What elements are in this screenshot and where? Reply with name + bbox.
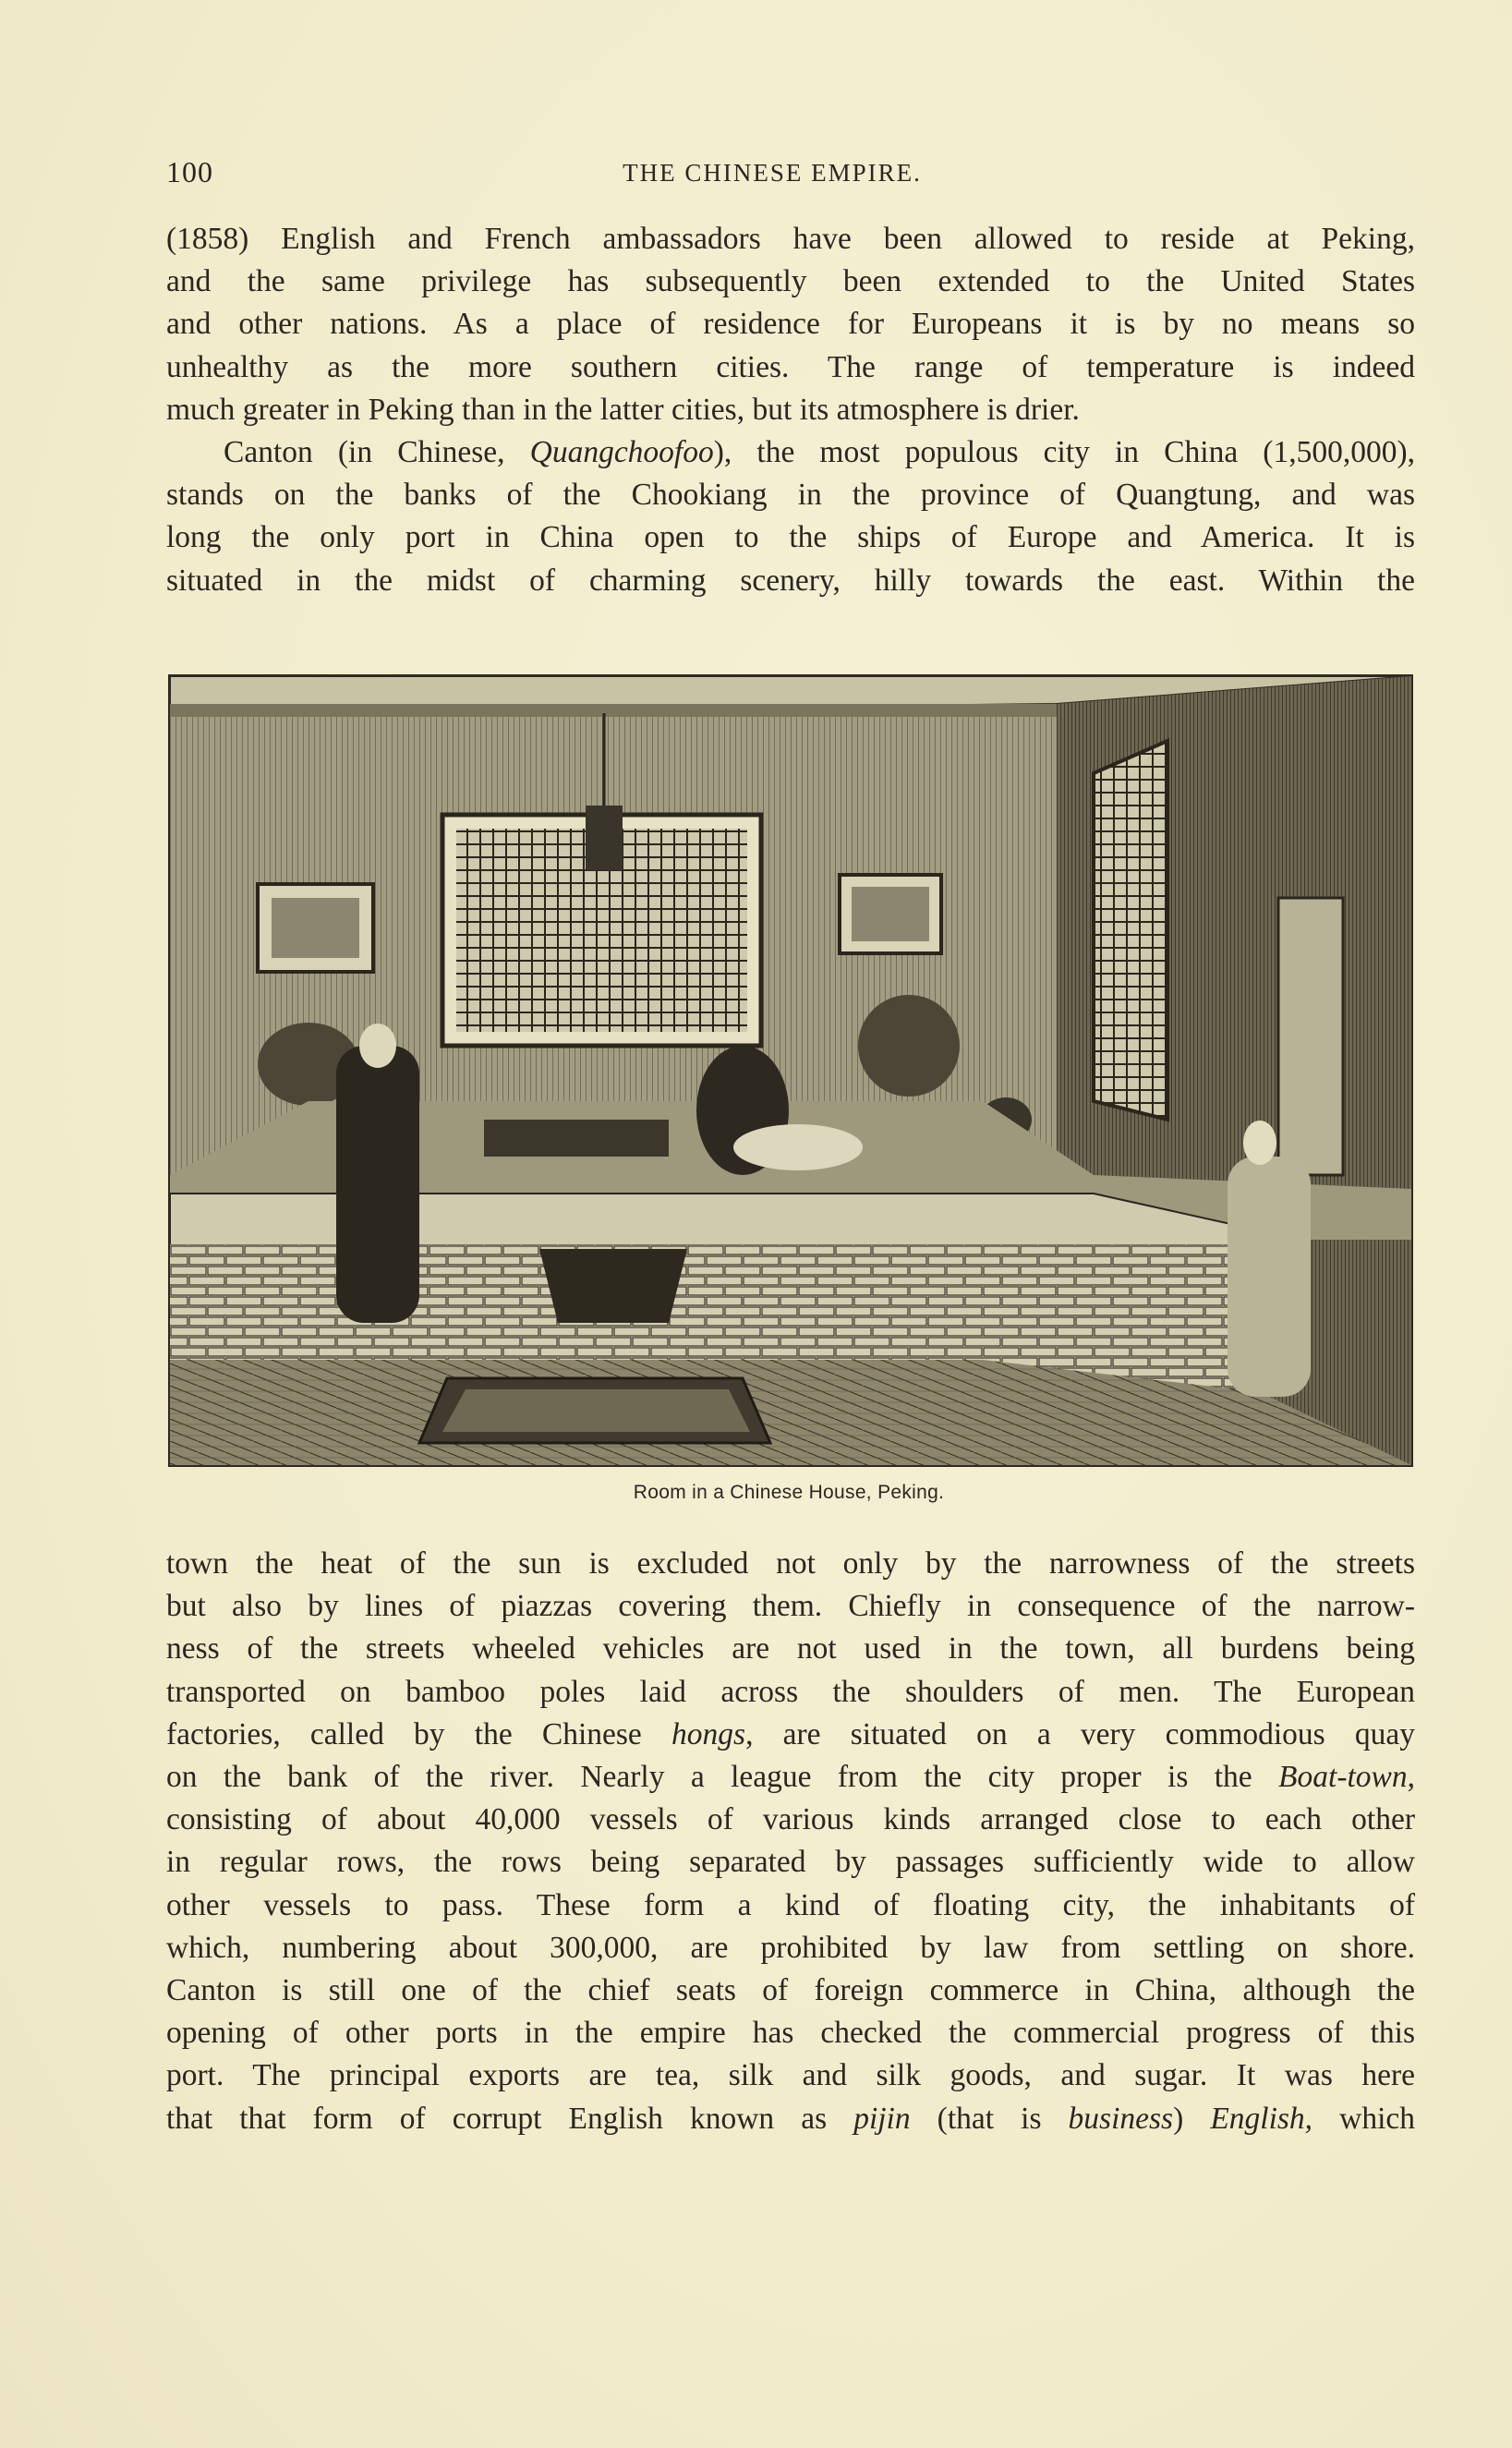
italic-term: hongs bbox=[671, 1716, 746, 1751]
engraving-illustration bbox=[168, 674, 1413, 1467]
text-line: (1858) English and French ambassadors have been allowed to reside at Peking, bbox=[166, 222, 1415, 256]
text-line-hongs bbox=[166, 1714, 1415, 1756]
text-segment: ), the most populous city in China (1,500,000), bbox=[713, 435, 1415, 470]
room-engraving bbox=[170, 676, 1411, 1465]
text-line: long the only port in China open to the ships of Europe and America. It is bbox=[166, 520, 1415, 555]
figure-caption: Room in a Chinese House, Peking. bbox=[633, 1482, 945, 1503]
text-segment: which bbox=[1312, 2101, 1415, 2136]
text-line: other vessels to pass. These form a kind of floating city, the inhabitants of bbox=[166, 1887, 1415, 1922]
text-line: situated in the midst of charming scenery, hilly towards the east. Within the bbox=[166, 563, 1415, 598]
text-line: Canton is still one of the chief seats of foreign commerce in China, although the bbox=[166, 1973, 1415, 2008]
page-number: 100 bbox=[166, 155, 213, 188]
text-segment: , are situated on a very commodious quay bbox=[745, 1716, 1415, 1751]
text-line: opening of other ports in the empire has checked the commercial progress of this bbox=[166, 2016, 1415, 2051]
text-segment: Canton (in Chinese, bbox=[224, 435, 530, 470]
text-line: transported on bamboo poles laid across the shoulders of men. The European bbox=[166, 1674, 1415, 1709]
text-line: unhealthy as the more southern cities. The range of temperature is indeed bbox=[166, 349, 1415, 384]
text-line: port. The principal exports are tea, silk and silk goods, and sugar. It was here bbox=[166, 2058, 1415, 2093]
text-segment: factories, called by the Chinese bbox=[166, 1716, 672, 1751]
text-block-top bbox=[166, 218, 1415, 602]
text-line: and other nations. As a place of residence for Europeans it is by no means so bbox=[166, 307, 1415, 342]
text-line: stands on the banks of the Chookiang in the province of Quangtung, and was bbox=[166, 478, 1415, 513]
text-segment: , bbox=[1407, 1760, 1415, 1795]
italic-term: pijin bbox=[853, 2101, 911, 2136]
text-segment: on the bank of the river. Nearly a league from the city proper is the bbox=[166, 1760, 1279, 1795]
text-line: consisting of about 40,000 vessels of various kinds arranged close to each other bbox=[166, 1802, 1415, 1837]
text-line: much greater in Peking than in the latter cities, but its atmosphere is drier. bbox=[166, 392, 1080, 427]
italic-term: Boat-town bbox=[1278, 1760, 1408, 1795]
text-line-canton bbox=[166, 431, 1415, 474]
italic-term: English, bbox=[1210, 2101, 1313, 2136]
text-line: but also by lines of piazzas covering them. Chiefly in consequence of the narrow- bbox=[166, 1589, 1415, 1624]
italic-term: business bbox=[1068, 2101, 1174, 2136]
text-line: ness of the streets wheeled vehicles are not used in the town, all burdens being bbox=[166, 1631, 1415, 1666]
text-segment: (that is bbox=[910, 2101, 1069, 2136]
text-line-pijin bbox=[166, 2098, 1415, 2140]
text-line: town the heat of the sun is excluded not only by the narrowness of the streets bbox=[166, 1546, 1415, 1581]
text-line: which, numbering about 300,000, are prohibited by law from settling on shore. bbox=[166, 1930, 1415, 1965]
text-block-bottom bbox=[166, 1543, 1415, 2140]
page-header bbox=[166, 155, 1415, 192]
text-segment: that that form of corrupt English known as bbox=[166, 2101, 854, 2136]
text-line-boat-town bbox=[166, 1756, 1415, 1799]
text-line: and the same privilege has subsequently been extended to the United States bbox=[166, 264, 1415, 299]
text-segment: ) bbox=[1173, 2101, 1211, 2136]
italic-term: Quangchoofoo bbox=[529, 435, 714, 470]
text-line: in regular rows, the rows being separated by passages sufficiently wide to allow bbox=[166, 1845, 1415, 1880]
running-title: THE CHINESE EMPIRE. bbox=[623, 159, 922, 187]
